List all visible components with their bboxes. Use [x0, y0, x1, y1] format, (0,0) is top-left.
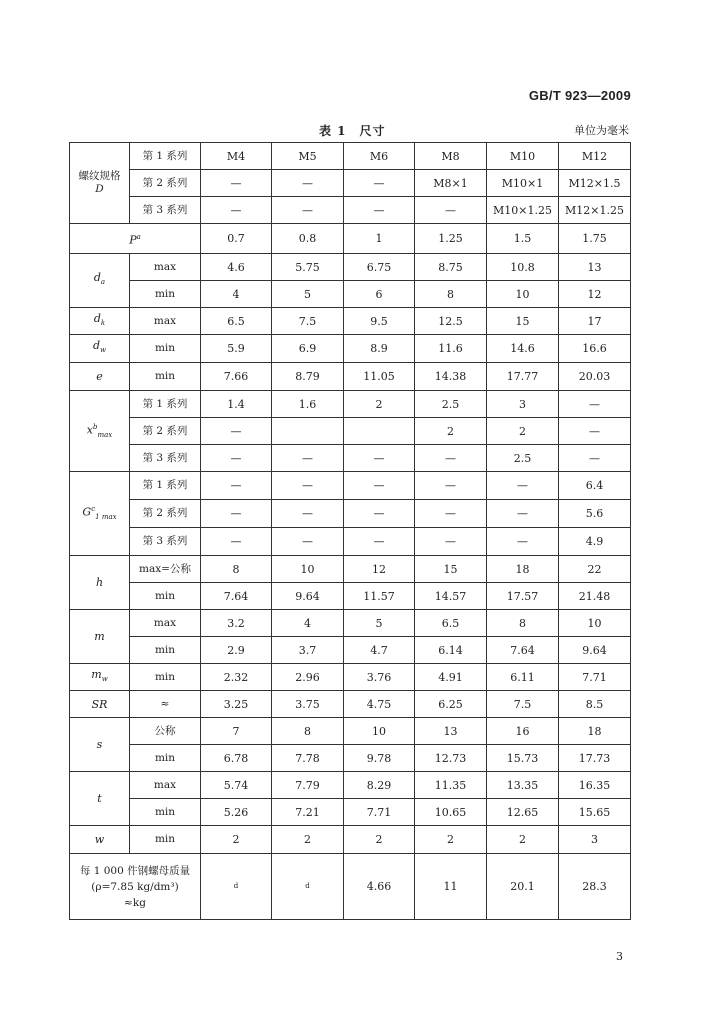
e-param-cell — [70, 363, 130, 391]
h-value-cell: 9.64 — [272, 583, 344, 610]
dk-value-cell: 12.5 — [415, 308, 487, 335]
x-superscript: b — [92, 422, 98, 431]
h-row-label: max=公称 — [130, 556, 201, 583]
thread-spec-row — [70, 197, 631, 224]
mass-row — [70, 854, 631, 920]
w-row — [70, 826, 631, 854]
thread-spec-value-cell: M10×1.25 — [487, 197, 559, 224]
dk-value-cell: 17 — [559, 308, 631, 335]
h-value-cell: 17.57 — [487, 583, 559, 610]
g1-value-cell: — — [415, 472, 487, 500]
m-value-cell: 3.7 — [272, 637, 344, 664]
x-value-cell: 2 — [487, 418, 559, 445]
m-symbol: m — [94, 630, 105, 643]
g1-value-cell: — — [272, 528, 344, 556]
mw-symbol: m — [91, 667, 102, 681]
g1-value-cell: — — [201, 528, 272, 556]
x-param-cell — [70, 391, 130, 472]
m-value-cell: 7.64 — [487, 637, 559, 664]
sr-row-label: ≈ — [130, 691, 201, 718]
dw-value-cell: 14.6 — [487, 335, 559, 363]
da-value-cell: 8 — [415, 281, 487, 308]
m-value-cell: 2.9 — [201, 637, 272, 664]
g1-value-cell: — — [272, 500, 344, 528]
g1-param-cell — [70, 472, 130, 556]
w-param-cell — [70, 826, 130, 854]
m-value-cell: 9.64 — [559, 637, 631, 664]
g1-row-label: 第 2 系列 — [130, 500, 201, 528]
dimensions-table — [69, 142, 631, 920]
mw-param-cell — [70, 664, 130, 691]
da-value-cell: 12 — [559, 281, 631, 308]
m-value-cell: 4.7 — [344, 637, 415, 664]
dk-value-cell: 9.5 — [344, 308, 415, 335]
mw-value-cell: 2.32 — [201, 664, 272, 691]
g1-superscript: c — [91, 505, 96, 514]
x-row — [70, 391, 631, 418]
sr-param-cell — [70, 691, 130, 718]
g1-value-cell: — — [201, 472, 272, 500]
da-value-cell: 13 — [559, 254, 631, 281]
g1-value-cell: 4.9 — [559, 528, 631, 556]
pitch-value-cell: 1 — [344, 224, 415, 254]
h-row-label: min — [130, 583, 201, 610]
da-row-label: max — [130, 254, 201, 281]
e-row — [70, 363, 631, 391]
g1-value-cell: — — [487, 500, 559, 528]
sr-value-cell: 8.5 — [559, 691, 631, 718]
mw-value-cell: 4.91 — [415, 664, 487, 691]
e-row-label: min — [130, 363, 201, 391]
thread-spec-value-cell: M8×1 — [415, 170, 487, 197]
t-value-cell: 16.35 — [559, 772, 631, 799]
e-value-cell: 11.05 — [344, 363, 415, 391]
w-value-cell: 2 — [272, 826, 344, 854]
thread-series-label: 第 2 系列 — [130, 170, 201, 197]
dw-value-cell: 16.6 — [559, 335, 631, 363]
dw-value-cell: 8.9 — [344, 335, 415, 363]
dw-symbol: d — [92, 339, 101, 353]
da-value-cell: 5 — [272, 281, 344, 308]
m-row — [70, 637, 631, 664]
x-row-label: 第 1 系列 — [130, 391, 201, 418]
da-param-cell — [70, 254, 130, 308]
g1-value-cell: — — [415, 528, 487, 556]
sr-row — [70, 691, 631, 718]
m-value-cell: 6.14 — [415, 637, 487, 664]
s-value-cell: 10 — [344, 718, 415, 745]
thread-series-label: 第 3 系列 — [130, 197, 201, 224]
da-symbol: d — [93, 271, 101, 285]
h-value-cell: 11.57 — [344, 583, 415, 610]
mw-value-cell: 3.76 — [344, 664, 415, 691]
thread-spec-value-cell: — — [272, 170, 344, 197]
w-value-cell: 2 — [201, 826, 272, 854]
dw-row — [70, 335, 631, 363]
thread-spec-value-cell: — — [344, 170, 415, 197]
da-row — [70, 281, 631, 308]
s-value-cell: 13 — [415, 718, 487, 745]
mw-row-label: min — [130, 664, 201, 691]
g1-value-cell: — — [344, 500, 415, 528]
x-value-cell: 2 — [344, 391, 415, 418]
s-value-cell: 12.73 — [415, 745, 487, 772]
mass-value-cell: 20.1 — [487, 854, 559, 920]
standard-number: GB/T 923—2009 — [528, 88, 631, 103]
h-value-cell: 10 — [272, 556, 344, 583]
page-number: 3 — [616, 950, 623, 963]
x-row — [70, 445, 631, 472]
m-value-cell: 3.2 — [201, 610, 272, 637]
s-value-cell: 18 — [559, 718, 631, 745]
h-value-cell: 18 — [487, 556, 559, 583]
g1-value-cell: — — [487, 472, 559, 500]
thread-spec-value-cell: M12×1.25 — [559, 197, 631, 224]
x-value-cell: 2.5 — [415, 391, 487, 418]
da-value-cell: 4 — [201, 281, 272, 308]
t-row-label: max — [130, 772, 201, 799]
thread-spec-symbol: D — [95, 183, 104, 195]
x-value-cell: 2.5 — [487, 445, 559, 472]
mass-label-line2: (ρ=7.85 kg/dm³) — [91, 880, 179, 893]
mw-value-cell: 7.71 — [559, 664, 631, 691]
x-subscript: max — [97, 430, 113, 439]
da-value-cell: 6.75 — [344, 254, 415, 281]
s-value-cell: 16 — [487, 718, 559, 745]
t-value-cell: 12.65 — [487, 799, 559, 826]
e-value-cell: 8.79 — [272, 363, 344, 391]
g1-value-cell: — — [487, 528, 559, 556]
m-value-cell: 8 — [487, 610, 559, 637]
m-row — [70, 610, 631, 637]
t-value-cell: 7.71 — [344, 799, 415, 826]
g1-value-cell: — — [344, 472, 415, 500]
e-value-cell: 20.03 — [559, 363, 631, 391]
x-value-cell: — — [559, 391, 631, 418]
g1-value-cell: — — [201, 500, 272, 528]
mass-label-line3: ≈kg — [124, 896, 146, 909]
t-value-cell: 8.29 — [344, 772, 415, 799]
thread-spec-value-cell: — — [272, 197, 344, 224]
thread-spec-label: 螺纹规格 — [78, 170, 121, 182]
x-value-cell: — — [201, 418, 272, 445]
s-row — [70, 745, 631, 772]
thread-spec-value-cell: — — [201, 170, 272, 197]
da-value-cell: 8.75 — [415, 254, 487, 281]
mass-label-line1: 每 1 000 件钢螺母质量 — [79, 864, 191, 877]
w-value-cell: 2 — [415, 826, 487, 854]
da-value-cell: 5.75 — [272, 254, 344, 281]
t-row — [70, 772, 631, 799]
t-row — [70, 799, 631, 826]
h-param-cell — [70, 556, 130, 610]
e-symbol: e — [96, 370, 103, 383]
s-value-cell: 17.73 — [559, 745, 631, 772]
t-value-cell: 7.21 — [272, 799, 344, 826]
pitch-value-cell: 1.25 — [415, 224, 487, 254]
g1-subscript: 1 max — [95, 512, 117, 521]
thread-spec-value-cell: M4 — [201, 143, 272, 170]
s-row-label: 公称 — [130, 718, 201, 745]
g1-row — [70, 500, 631, 528]
thread-spec-value-cell: — — [415, 197, 487, 224]
e-value-cell: 14.38 — [415, 363, 487, 391]
s-symbol: s — [96, 738, 103, 751]
x-value-cell: 3 — [487, 391, 559, 418]
thread-spec-value-cell: — — [344, 197, 415, 224]
x-row — [70, 418, 631, 445]
h-value-cell: 7.64 — [201, 583, 272, 610]
pitch-superscript: a — [136, 232, 141, 241]
thread-spec-param-cell — [70, 143, 130, 224]
dw-subscript: w — [100, 346, 107, 355]
t-symbol: t — [97, 792, 102, 805]
m-param-cell — [70, 610, 130, 664]
x-row-label: 第 2 系列 — [130, 418, 201, 445]
s-row-label: min — [130, 745, 201, 772]
g1-value-cell: — — [415, 500, 487, 528]
t-value-cell: 10.65 — [415, 799, 487, 826]
mw-value-cell: 2.96 — [272, 664, 344, 691]
pitch-value-cell: 0.8 — [272, 224, 344, 254]
pitch-symbol: P — [129, 233, 137, 247]
mass-value-cell: 28.3 — [559, 854, 631, 920]
h-value-cell: 21.48 — [559, 583, 631, 610]
thread-spec-value-cell: — — [201, 197, 272, 224]
s-value-cell: 9.78 — [344, 745, 415, 772]
h-row — [70, 556, 631, 583]
h-row — [70, 583, 631, 610]
mw-row — [70, 664, 631, 691]
h-symbol: h — [95, 576, 104, 589]
t-param-cell — [70, 772, 130, 826]
sr-value-cell: 3.75 — [272, 691, 344, 718]
thread-spec-value-cell: M8 — [415, 143, 487, 170]
x-value-cell — [272, 418, 344, 445]
w-value-cell: 2 — [344, 826, 415, 854]
t-row-label: min — [130, 799, 201, 826]
g1-value-cell: — — [272, 472, 344, 500]
s-value-cell: 15.73 — [487, 745, 559, 772]
g1-value-cell: — — [344, 528, 415, 556]
dk-value-cell: 15 — [487, 308, 559, 335]
s-value-cell: 7.78 — [272, 745, 344, 772]
dk-row — [70, 308, 631, 335]
w-row-label: min — [130, 826, 201, 854]
mass-value-cell: 4.66 — [344, 854, 415, 920]
da-subscript: a — [100, 278, 106, 287]
thread-spec-row — [70, 143, 631, 170]
m-value-cell: 5 — [344, 610, 415, 637]
m-value-cell: 10 — [559, 610, 631, 637]
e-value-cell: 7.66 — [201, 363, 272, 391]
e-value-cell: 17.77 — [487, 363, 559, 391]
pitch-value-cell: 0.7 — [201, 224, 272, 254]
m-row-label: min — [130, 637, 201, 664]
mw-value-cell: 6.11 — [487, 664, 559, 691]
g1-row-label: 第 3 系列 — [130, 528, 201, 556]
da-value-cell: 10.8 — [487, 254, 559, 281]
dk-symbol: d — [93, 311, 101, 325]
dk-value-cell: 6.5 — [201, 308, 272, 335]
t-value-cell: 7.79 — [272, 772, 344, 799]
thread-spec-row — [70, 170, 631, 197]
m-row-label: max — [130, 610, 201, 637]
dk-value-cell: 7.5 — [272, 308, 344, 335]
dw-value-cell: 5.9 — [201, 335, 272, 363]
pitch-param-cell — [70, 224, 201, 254]
x-value-cell: — — [272, 445, 344, 472]
x-value-cell: 1.4 — [201, 391, 272, 418]
t-value-cell: 5.74 — [201, 772, 272, 799]
unit-note: 单位为毫米 — [574, 124, 629, 137]
t-value-cell: 11.35 — [415, 772, 487, 799]
mw-subscript: w — [101, 675, 108, 684]
x-value-cell: — — [559, 418, 631, 445]
dk-subscript: k — [100, 319, 106, 328]
mass-value-cell: d — [201, 854, 272, 920]
x-value-cell: — — [415, 445, 487, 472]
pitch-value-cell: 1.75 — [559, 224, 631, 254]
mass-param-cell — [70, 854, 201, 920]
da-row-label: min — [130, 281, 201, 308]
sr-value-cell: 6.25 — [415, 691, 487, 718]
pitch-value-cell: 1.5 — [487, 224, 559, 254]
g1-row — [70, 472, 631, 500]
thread-spec-value-cell: M6 — [344, 143, 415, 170]
dk-row-label: max — [130, 308, 201, 335]
da-row — [70, 254, 631, 281]
s-value-cell: 7 — [201, 718, 272, 745]
sr-symbol: SR — [91, 697, 108, 711]
thread-spec-value-cell: M12 — [559, 143, 631, 170]
h-value-cell: 15 — [415, 556, 487, 583]
x-symbol: x — [86, 423, 93, 437]
thread-spec-value-cell: M5 — [272, 143, 344, 170]
x-value-cell: 2 — [415, 418, 487, 445]
h-value-cell: 12 — [344, 556, 415, 583]
g1-row-label: 第 1 系列 — [130, 472, 201, 500]
g1-row — [70, 528, 631, 556]
h-value-cell: 22 — [559, 556, 631, 583]
sr-value-cell: 4.75 — [344, 691, 415, 718]
mass-value-cell: 11 — [415, 854, 487, 920]
dk-param-cell — [70, 308, 130, 335]
s-value-cell: 8 — [272, 718, 344, 745]
x-value-cell — [344, 418, 415, 445]
x-row-label: 第 3 系列 — [130, 445, 201, 472]
x-value-cell: 1.6 — [272, 391, 344, 418]
x-value-cell: — — [344, 445, 415, 472]
da-value-cell: 10 — [487, 281, 559, 308]
t-value-cell: 13.35 — [487, 772, 559, 799]
pitch-row — [70, 224, 631, 254]
w-symbol: w — [94, 833, 105, 846]
table-caption: 表 1 尺寸 — [319, 124, 386, 138]
h-value-cell: 14.57 — [415, 583, 487, 610]
dw-param-cell — [70, 335, 130, 363]
thread-spec-value-cell: M10×1 — [487, 170, 559, 197]
m-value-cell: 4 — [272, 610, 344, 637]
da-value-cell: 4.6 — [201, 254, 272, 281]
s-param-cell — [70, 718, 130, 772]
m-value-cell: 6.5 — [415, 610, 487, 637]
t-value-cell: 15.65 — [559, 799, 631, 826]
dw-value-cell: 6.9 — [272, 335, 344, 363]
g1-value-cell: 5.6 — [559, 500, 631, 528]
sr-value-cell: 3.25 — [201, 691, 272, 718]
dw-value-cell: 11.6 — [415, 335, 487, 363]
dw-row-label: min — [130, 335, 201, 363]
s-value-cell: 6.78 — [201, 745, 272, 772]
thread-spec-value-cell: M12×1.5 — [559, 170, 631, 197]
g1-symbol: G — [82, 505, 92, 519]
sr-value-cell: 7.5 — [487, 691, 559, 718]
s-row — [70, 718, 631, 745]
w-value-cell: 2 — [487, 826, 559, 854]
x-value-cell: — — [559, 445, 631, 472]
w-value-cell: 3 — [559, 826, 631, 854]
h-value-cell: 8 — [201, 556, 272, 583]
da-value-cell: 6 — [344, 281, 415, 308]
mass-value-cell: d — [272, 854, 344, 920]
g1-value-cell: 6.4 — [559, 472, 631, 500]
x-value-cell: — — [201, 445, 272, 472]
thread-spec-value-cell: M10 — [487, 143, 559, 170]
t-value-cell: 5.26 — [201, 799, 272, 826]
thread-series-label: 第 1 系列 — [130, 143, 201, 170]
